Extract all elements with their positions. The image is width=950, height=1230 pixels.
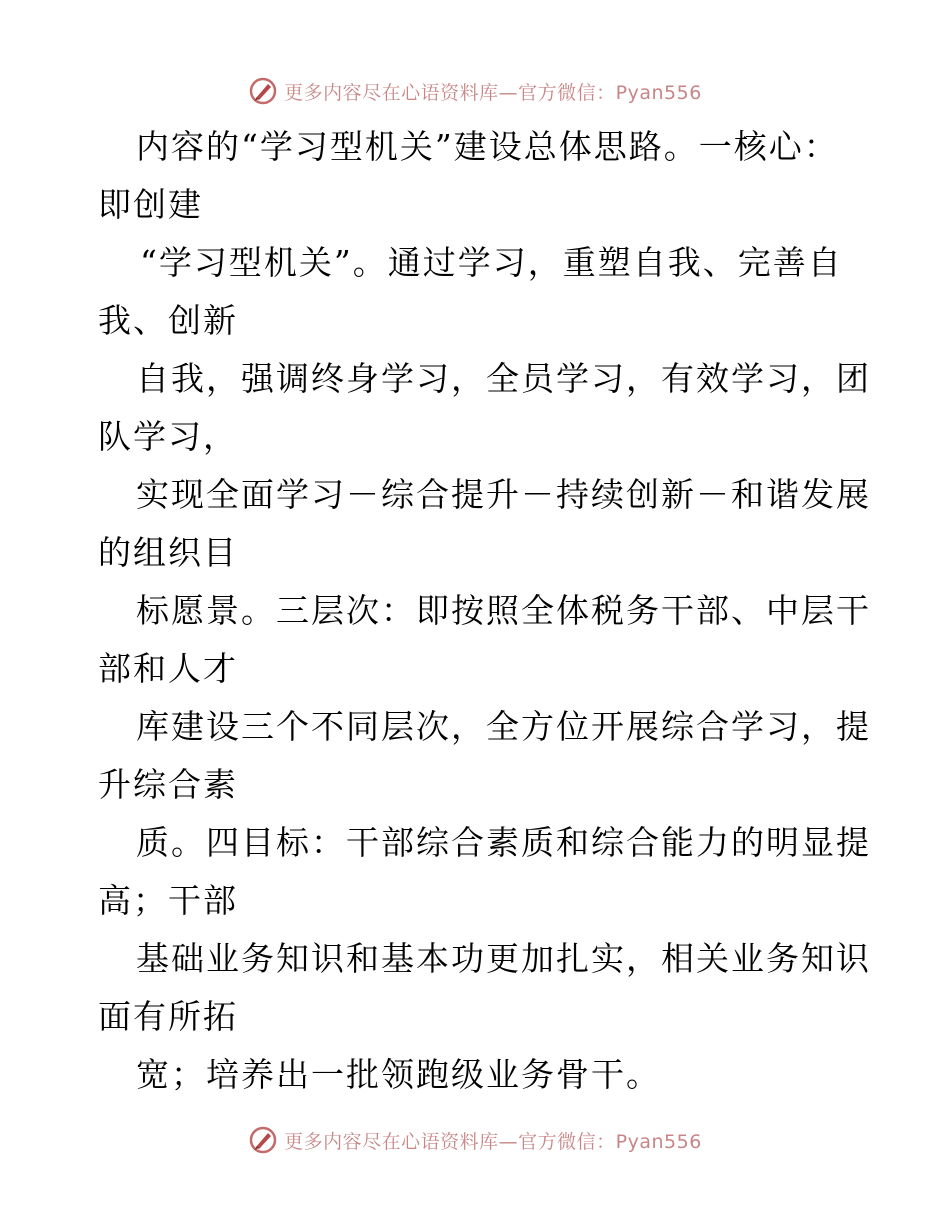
text-line: 部和人才 — [98, 649, 238, 688]
pen-nib-logo-icon — [248, 1125, 278, 1155]
document-body — [98, 118, 871, 1104]
text-line: 自我，强调终身学习，全员学习，有效学习，团 — [136, 359, 871, 398]
text-line: 升综合素 — [98, 765, 238, 804]
text-line: 队学习， — [98, 417, 238, 456]
text-line: 高；干部 — [98, 881, 238, 920]
text-line: 质。四目标：干部综合素质和综合能力的明显提 — [136, 823, 871, 862]
text-line: “学习型机关”。通过学习，重塑自我、完善自 — [140, 243, 843, 282]
pen-nib-logo-icon — [248, 76, 278, 106]
watermark-text: 更多内容尽在心语资料库—官方微信：Pyan556 — [284, 1130, 702, 1153]
text-line: 标愿景。三层次：即按照全体税务干部、中层干 — [136, 591, 871, 630]
text-line: 的组织目 — [98, 533, 238, 572]
text-line: 库建设三个不同层次，全方位开展综合学习，提 — [136, 707, 871, 746]
watermark-text: 更多内容尽在心语资料库—官方微信：Pyan556 — [284, 81, 702, 104]
text-line: 实现全面学习－综合提升－持续创新－和谐发展 — [136, 475, 871, 514]
text-line: 即创建 — [98, 185, 203, 224]
text-line: 内容的“学习型机关”建设总体思路。一核心： — [136, 127, 839, 166]
footer-watermark — [0, 1120, 950, 1160]
text-line: 基础业务知识和基本功更加扎实，相关业务知识 — [136, 939, 871, 978]
text-line: 宽；培养出一批领跑级业务骨干。 — [136, 1055, 661, 1094]
text-line: 面有所拓 — [98, 997, 238, 1036]
header-watermark — [0, 71, 950, 111]
text-line: 我、创新 — [98, 301, 238, 340]
